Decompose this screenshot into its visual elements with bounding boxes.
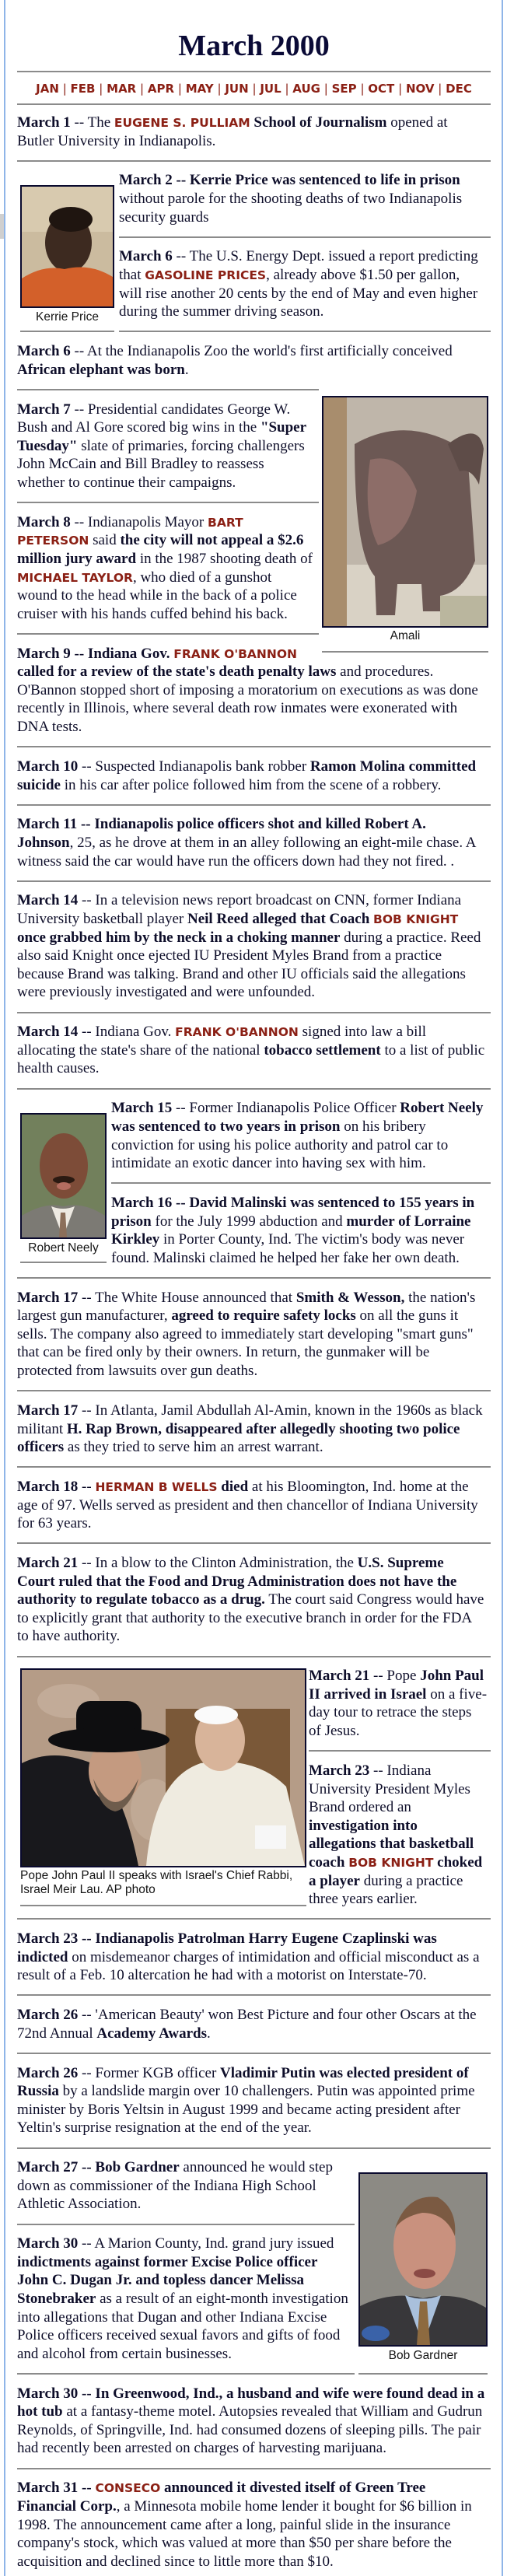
bold-text: March 30 (17, 2235, 79, 2252)
text: as they tried to serve him an arrest warrant. (64, 1439, 323, 1456)
bold-text: announced it divested itself of Green Tree Financial Corp. (17, 2480, 426, 2515)
photo-caption: Bob Gardner (388, 2349, 458, 2363)
bold-text: March 14 (17, 1024, 79, 1041)
text: -- The White House announced that (78, 1289, 296, 1306)
bold-text: called for a review of the state's death penalty laws (17, 663, 337, 681)
text: by a landslide margin over 10 challengers. Putin was appointed prime minister by Boris Yeltsin in August 1999 and became acting president after Yeltin's surprise resignation at the end of the year. (17, 2083, 475, 2137)
nav-separator: | (99, 81, 103, 96)
text: -- The U.S. Energy Dept. issued a report predicting that (119, 248, 478, 284)
bold-text: March 21 (17, 1555, 79, 1572)
bold-text: School of Journalism (253, 114, 387, 131)
bold-text: March 6 (17, 343, 71, 360)
bold-text: died (221, 1478, 249, 1495)
photo-icon (323, 397, 487, 626)
nav-separator: | (398, 81, 403, 96)
news-entry (17, 1468, 497, 1542)
robert-neely-photo (20, 1113, 107, 1239)
bold-text: March 16 -- David Malinski was sentenced to 155 years in prison (111, 1195, 475, 1230)
figure-bob-gardner (358, 2172, 488, 2375)
text: . (184, 361, 189, 378)
bold-text: March 30 -- In Greenwood, Ind., a husband and wife were found dead in a hot tub (17, 2385, 485, 2420)
name-link[interactable]: CONSECO (95, 2481, 161, 2496)
bold-text: March 15 (111, 1100, 173, 1117)
bold-text: African elephant was born (17, 361, 185, 378)
figure-kerrie-price (20, 185, 114, 332)
text: -- Pope (369, 1668, 421, 1685)
nav-month-dec[interactable]: DEC (446, 81, 472, 96)
news-entry (17, 2375, 497, 2468)
kerrie-price-photo (20, 185, 114, 308)
photo-caption: Kerrie Price (36, 310, 99, 324)
bold-text: H. Rap Brown, disappeared after allegedly shooting two police officers (17, 1420, 460, 1456)
bold-text: Academy Awards (96, 2025, 207, 2042)
text: and procedures. O'Bannon stopped short of imposing a moratorium on executions as was done recently in Illinois, where several death row inmates were exonerated with DNA tests. (17, 663, 478, 736)
text: announced he would step down as commissioner of the Indiana High School Athletic Association. (17, 2159, 333, 2213)
text: -- At the Indianapolis Zoo the world's first artificially conceived (74, 343, 453, 360)
text: -- Presidential candidates George W. Bush and Al Gore scored big wins in the (17, 401, 291, 436)
text: -- Indiana University President Myles Brand ordered an (309, 1762, 470, 1816)
text: in his car after police followed him from the scene of a robbery. (60, 776, 442, 793)
text: said (89, 532, 121, 549)
bold-text: March 7 (17, 401, 71, 418)
bold-text: once grabbed him by the neck in a choking manner (17, 929, 341, 946)
text: -- 'American Beauty' won Best Picture and four other Oscars at the 72nd Annual (17, 2007, 477, 2042)
news-entry (17, 1544, 497, 1655)
bold-text: tobacco settlement (264, 1041, 381, 1059)
text: during a practice three years earlier. (309, 1872, 463, 1908)
nav-separator: | (140, 81, 145, 96)
news-entry (17, 2469, 497, 2571)
photo-icon (22, 187, 113, 306)
bold-text: March 2 -- Kerrie Price was sentenced to life in prison (119, 172, 460, 189)
photo-caption: Robert Neely (28, 1241, 99, 1255)
text: -- The (70, 114, 114, 131)
text: on a five-day tour to retrace the steps of Jesus. (309, 1685, 488, 1740)
text: the nation's largest gun manufacturer, (17, 1289, 476, 1325)
text: -- Former Indianapolis Police Officer (172, 1100, 400, 1117)
name-link[interactable]: FRANK O'BANNON (173, 646, 298, 661)
bold-text: investigation into allegations that basketball coach (309, 1817, 474, 1871)
nav-month-jul[interactable]: JUL (260, 81, 281, 96)
text: on his bribery conviction for using his police authority and patrol car to intimidate an exotic dancer into having sex with him. (111, 1118, 449, 1172)
bold-text: Neil Reed alleged that Coach (187, 911, 374, 928)
text: in Porter County, Ind. The victim's body was never found. Malinski claimed he helped her fake her own death. (111, 1231, 465, 1266)
month-nav (17, 81, 491, 96)
text: on all the guns it sells. The company also agreed to immediately start developing "smart guns" that can be fired only by their owners. In return, the gunmaker will be protected from lawsuits over gun deaths. (17, 1307, 474, 1380)
name-link[interactable]: BOB KNIGHT (373, 912, 459, 927)
bold-text: March 17 (17, 1289, 79, 1306)
bold-text: March 14 (17, 892, 79, 909)
text: , 25, as he drove at them in an alley following an eight-mile chase. A witness said the car would have run the officers down had they not fired. . (17, 834, 477, 870)
nav-month-apr[interactable]: APR (147, 81, 175, 96)
figure-pope-and-rabbi (20, 1668, 306, 1906)
bold-text: March 21 (309, 1668, 370, 1685)
name-link[interactable]: EUGENE S. PULLIAM (114, 115, 250, 130)
bold-text: March 23 (309, 1762, 370, 1779)
text: The court said Congress would have to explicitly grant that authority to the executive branch in order for the FDA to have authority. (17, 1591, 484, 1645)
text: -- Indiana Gov. (78, 1024, 176, 1041)
news-entry (17, 105, 497, 159)
bold-text: murder of Lorraine Kirkley (111, 1213, 471, 1248)
text: , already above $1.50 per gallon, will rise another 20 cents by the end of May and even higher during the summer driving season. (119, 267, 478, 320)
bold-text: March 11 -- Indianapolis police officers shot and killed Robert A. Johnson (17, 816, 426, 851)
news-entry (17, 1391, 497, 1466)
bold-text: choked a player (309, 1853, 483, 1889)
bold-text: March 27 -- Bob Gardner (17, 2159, 180, 2176)
news-entry (17, 806, 497, 880)
nav-separator: | (62, 81, 67, 96)
bold-text: the city will not appeal a $2.6 million jury award (17, 532, 304, 568)
nav-month-feb[interactable]: FEB (70, 81, 96, 96)
amali-elephant-photo (322, 396, 488, 628)
name-link[interactable]: BART PETERSON (17, 515, 243, 548)
text: -- Indianapolis Mayor (70, 513, 208, 530)
figure-amali (322, 396, 488, 653)
photo-icon (22, 1115, 105, 1237)
name-link[interactable]: GASOLINE PRICES (145, 268, 267, 283)
text: -- (78, 1478, 96, 1495)
news-entry (17, 1279, 497, 1390)
figure-robert-neely (20, 1113, 107, 1263)
text: -- In a television news report broadcast on CNN, former Indiana University basketball player (17, 892, 462, 928)
bold-text: March 31 -- (17, 2480, 96, 2497)
text: slate of primaries, forcing challengers John McCain and Bill Bradley to reassess whether to continue their campaigns. (17, 437, 305, 491)
bold-text: March 1 (17, 114, 71, 131)
text: opened at Butler University in Indianapolis. (17, 114, 448, 149)
name-link[interactable]: HERMAN B WELLS (95, 1479, 218, 1494)
text: -- In Atlanta, Jamil Abdullah Al-Amin, known in the 1960s as black militant (17, 1402, 483, 1437)
nav-month-sep[interactable]: SEP (331, 81, 357, 96)
text: . (207, 2025, 211, 2042)
name-link[interactable]: BOB KNIGHT (348, 1855, 434, 1870)
nav-month-nov[interactable]: NOV (405, 81, 435, 96)
bold-text: March 26 (17, 2007, 79, 2024)
bold-text: U.S. Supreme Court ruled that the Food and Drug Administration does not have the authority to regulate tobacco as a drug. (17, 1555, 457, 1608)
photo-icon (360, 2174, 486, 2345)
nav-month-jun[interactable]: JUN (225, 81, 249, 96)
nav-separator: | (252, 81, 257, 96)
news-entry (17, 747, 497, 803)
text: for the July 1999 abduction and (151, 1213, 347, 1230)
page-title: March 2000 (178, 30, 330, 62)
bold-text: March 18 (17, 1478, 79, 1495)
nav-separator: | (323, 81, 328, 96)
text: to a list of public health causes. (17, 1041, 485, 1077)
photo-icon (22, 1670, 305, 1866)
text: , a Minnesota mobile home lender it bought for $6 billion in 1998. The announcement came after a long, painful slide in the insurance company's stock, which was valued at more than $50 per share before the acquisition and declined since to little more than $10. (17, 2497, 472, 2570)
nav-separator: | (177, 81, 182, 96)
text: signed into law a bill allocating the state's share of the national (17, 1024, 427, 1059)
divider (17, 71, 491, 72)
news-entry (17, 1996, 497, 2052)
text: in the 1987 shooting death of (139, 551, 313, 568)
text: -- A Marion County, Ind. grand jury issued (82, 2235, 334, 2252)
bold-text: "Super Tuesday" (17, 419, 307, 454)
bold-text: John Paul II arrived in Israel (309, 1668, 484, 1703)
photo-caption: Pope John Paul II speaks with Israel's Chief Rabbi, Israel Meir Lau. AP photo (20, 1868, 293, 1896)
bold-text: March 9 -- Indiana Gov. (17, 645, 174, 662)
nav-separator: | (438, 81, 442, 96)
bold-text: March 23 -- Indianapolis Patrolman Harry Eugene Czaplinski was indicted (17, 1930, 437, 1965)
nav-month-jan[interactable]: JAN (36, 81, 59, 96)
text: without parole for the shooting deaths of two Indianapolis security guards (119, 190, 463, 226)
bold-text: March 17 (17, 1402, 79, 1419)
bold-text: indictments against former Excise Police officer John C. Dugan Jr. and topless dancer Melissa Stonebraker (17, 2253, 318, 2308)
text: -- Former KGB officer (78, 2064, 221, 2081)
bold-text: March 10 (17, 758, 79, 775)
text: during a practice. Reed also said Knight once ejected IU President Myles Brand from a practice because Brand was talking. Brand and other IU officials said the allegations were previously investigated and were unfounded. (17, 929, 481, 1001)
text: at his Bloomington, Ind. home at the age of 97. Wells served as president and then chancellor of Indiana University for 63 years. (17, 1478, 478, 1532)
nav-month-oct[interactable]: OCT (368, 81, 395, 96)
news-entry (17, 2054, 497, 2147)
nav-separator: | (360, 81, 365, 96)
news-entry (17, 882, 497, 1012)
news-entry (17, 1920, 497, 1994)
name-link[interactable]: FRANK O'BANNON (175, 1025, 299, 1040)
nav-month-aug[interactable]: AUG (292, 81, 320, 96)
photo-caption: Amali (390, 629, 421, 643)
text: -- In a blow to the Clinton Administration, the (78, 1555, 358, 1572)
bold-text: March 6 (119, 248, 173, 265)
nav-separator: | (217, 81, 222, 96)
text: on misdemeanor charges of intimidation and official misconduct as a result of a Feb. 10 altercation he had with a motorist on Interstate-70. (17, 1948, 480, 1984)
text: at a fantasy-theme motel. Autopsies revealed that William and Gudrun Reynolds, of Springville, Ind. had consumed dozens of sleeping pills. The pair had recently been arrested on charges of harvesting marijuana. (17, 2403, 483, 2457)
text: , who died of a gunshot wound to the head while in the back of a police cruiser with his hands cuffed behind his back. (17, 569, 297, 622)
news-entry (17, 332, 497, 388)
bob-gardner-photo (358, 2172, 488, 2347)
page-content (17, 0, 491, 2571)
bold-text: March 26 (17, 2064, 79, 2081)
nav-month-mar[interactable]: MAR (107, 81, 137, 96)
bold-text: Smith & Wesson, (295, 1289, 405, 1306)
nav-month-may[interactable]: MAY (185, 81, 214, 96)
bold-text: Ramon Molina committed suicide (17, 758, 477, 793)
bold-text: Vladimir Putin was elected president of Russia (17, 2064, 469, 2100)
bold-text: March 8 (17, 513, 71, 530)
bold-text: agreed to require safety locks (171, 1307, 356, 1325)
text: as a result of an eight-month investigation into allegations that Dugan and other Indiana Excise Police officers received sexual favors and gifts of food and alcohol from certain businesses. (17, 2291, 348, 2362)
bold-text: Robert Neely was sentenced to two years in prison (111, 1100, 484, 1135)
text: -- Suspected Indianapolis bank robber (78, 758, 310, 775)
news-entry (17, 1013, 497, 1088)
pope-and-rabbi-photo (20, 1668, 306, 1867)
name-link[interactable]: MICHAEL TAYLOR (17, 570, 133, 585)
nav-separator: | (285, 81, 289, 96)
